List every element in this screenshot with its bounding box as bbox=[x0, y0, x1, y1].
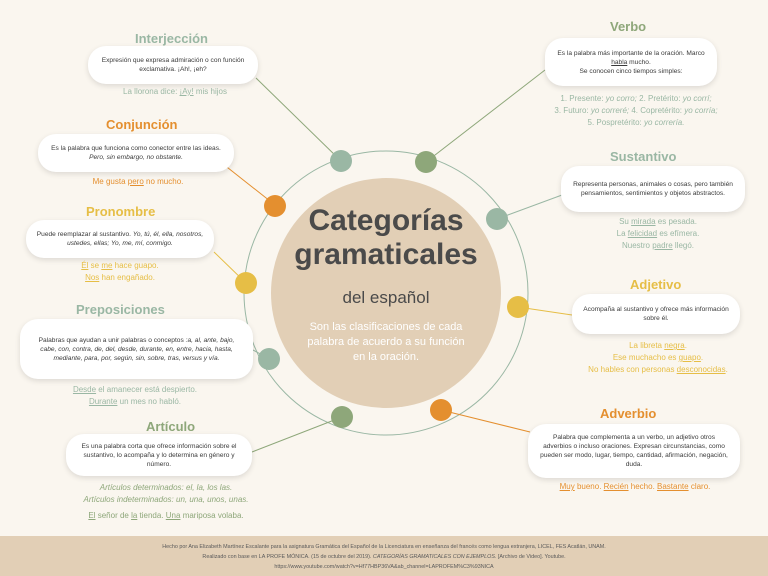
dot-adverbio bbox=[430, 399, 452, 421]
title-articulo: Artículo bbox=[146, 419, 196, 434]
footer bbox=[0, 536, 768, 576]
connector-adverbio bbox=[441, 410, 530, 432]
center-description: Son las clasificaciones de cada palabra de acuerdo a su función en la oración. bbox=[307, 321, 465, 363]
footer-credit: Hecho por Ana Elizabeth Martínez Escalante para la asignatura Gramática del Español de la Licenciatura en enseñanza del francés como lengua extranjera, LICEL, FES Acatlán, UNAM. bbox=[162, 544, 606, 550]
title-interjeccion: Interjección bbox=[135, 31, 208, 46]
example-interjeccion: La llorona dice: ¡Ay! mis hijos bbox=[123, 87, 227, 96]
title-pronombre: Pronombre bbox=[86, 204, 156, 219]
example-conjuncion: Me gusta pero no mucho. bbox=[92, 177, 184, 186]
title-preposiciones: Preposiciones bbox=[76, 302, 165, 317]
box-interjeccion: Expresión que expresa admiración o con función exclamativa. ¡Ah!, ¡eh? bbox=[88, 46, 258, 84]
dot-conjuncion bbox=[264, 195, 286, 217]
box-pronombre: Puede reemplazar al sustantivo. Yo, tú, él, ella, nosotros, ustedes, ellas; Yo, me, mí, conmigo. bbox=[26, 220, 214, 258]
title-adjetivo: Adjetivo bbox=[630, 277, 682, 292]
box-preposiciones: Palabras que ayudan a unir palabras o conceptos :a, al, ante, bajo, cabe, con, contra, de, del, desde, durante, en, entre, hacia, hasta, mediante, para, por, según, sin, sobre, tras, versus y vía. bbox=[20, 319, 253, 379]
box-verbo: Es la palabra más importante de la oración. Marco habla mucho. Se conocen cinco tiempos simples: bbox=[545, 38, 717, 86]
example-adjetivo: La libreta negra. Ese muchacho es guapo. No hables con personas desconocidas. bbox=[588, 341, 728, 374]
dot-pronombre bbox=[235, 272, 257, 294]
title-sustantivo: Sustantivo bbox=[610, 149, 677, 164]
title-conjuncion: Conjunción bbox=[106, 117, 178, 132]
example-pronombre: Él se me hace guapo. Nos han engañado. bbox=[81, 261, 159, 282]
dot-preposiciones bbox=[258, 348, 280, 370]
center-subtitle: del español bbox=[342, 288, 430, 307]
dot-verbo bbox=[415, 151, 437, 173]
center-title: Categorías gramaticales bbox=[294, 204, 478, 271]
footer-source: Realizado con base en LA PROFE MÓNICA. (15 de octubre del 2019). CATEGORÍAS GRAMATICALES CON EJEMPLOS. [Archivo de Video]. Youtube. bbox=[202, 554, 566, 560]
center-circle bbox=[271, 178, 501, 408]
dot-sustantivo bbox=[486, 208, 508, 230]
title-verbo: Verbo bbox=[610, 19, 647, 34]
box-sustantivo: Representa personas, animales o cosas, pero también pensamientos, sentimientos y objetos abstractos. bbox=[561, 166, 745, 212]
example-preposiciones: Desde el amanecer está despierto. Durante un mes no habló. bbox=[72, 385, 198, 406]
box-adverbio: Palabra que complementa a un verbo, un adjetivo otros adverbios o incluso oraciones. Expresan circunstancias, como pueden ser modo, lugar, tiempo, cantidad, afirmación, negación, duda. bbox=[528, 424, 740, 478]
dot-interjeccion bbox=[330, 150, 352, 172]
example-sustantivo: Su mirada es pesada. La felicidad es efímera. Nuestro padre llegó. bbox=[616, 217, 700, 250]
connector-interjeccion bbox=[256, 78, 340, 160]
box-articulo: Es una palabra corta que ofrece información sobre el sustantivo, lo acompaña y lo determina en género y número. bbox=[66, 434, 252, 476]
box-adjetivo: Acompaña al sustantivo y ofrece más información sobre él. bbox=[572, 294, 740, 334]
title-adverbio: Adverbio bbox=[600, 406, 657, 421]
dot-adjetivo bbox=[507, 296, 529, 318]
connector-verbo bbox=[426, 70, 545, 162]
box-conjuncion: Es la palabra que funciona como conector entre las ideas. Pero, sin embargo, no obstante. bbox=[38, 134, 234, 172]
example-articulo: Artículos determinados: el, la, los las. Artículos indeterminados: un, una, unos, unas. El señor de la tienda. Una mariposa volaba. bbox=[83, 483, 249, 520]
example-adverbio: Muy bueno. Recién hecho. Bastante claro. bbox=[559, 482, 711, 491]
footer-link[interactable]: https://www.youtube.com/watch?v=Hf77HBP36VA&ab_channel=LAPROFEM%C3%93NICA bbox=[274, 564, 494, 570]
example-verbo: 1. Presente: yo corro; 2. Pretérito: yo corrí; 3. Futuro: yo correré; 4. Copretérito: yo corría; 5. Pospretérito: yo correría. bbox=[554, 94, 718, 127]
connector-articulo bbox=[252, 417, 342, 452]
dot-articulo bbox=[331, 406, 353, 428]
